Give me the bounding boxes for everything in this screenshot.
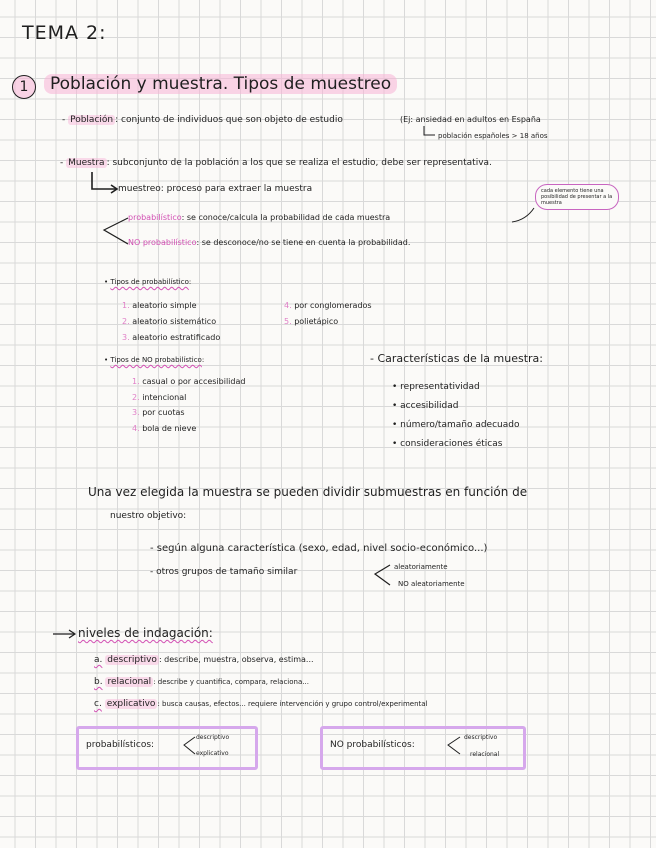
prob-box-top: descriptivo [196,734,230,741]
nivel-a: a. descriptivo : describe, muestra, observa, estima... [94,655,314,665]
tipos-prob-right-list [284,298,372,330]
nivel-a-term: descriptivo [107,655,157,665]
caracteristicas-heading: - Características de la muestra: [370,352,543,365]
list-item: 3. aleatorio estratificado [122,333,221,342]
list-item: 1. aleatorio simple [122,301,197,310]
nivel-c: c. explicativo : busca causas, efectos... requiere intervención y grupo control/experimental [94,699,428,709]
niveles-heading: niveles de indagación: [78,626,213,640]
submuestras-bracket-icon [372,563,392,589]
section-number-circle [12,75,36,99]
nivel-b-term: relacional [107,677,152,687]
nivel-c-term: explicativo [106,699,156,709]
branch-no-aleatoriamente: NO aleatoriamente [398,580,465,588]
tipos-noprob-list [132,374,245,436]
list-item: 3. por cuotas [132,408,185,417]
tipos-noprob-heading: • Tipos de NO probabilístico: [104,356,205,364]
list-item: 2. intencional [132,392,187,402]
submuestras-bullet2: - otros grupos de tamaño similar [150,567,298,577]
list-item: 1. casual o por accesibilidad [132,377,246,386]
muestra-definition: : subconjunto de la población a los que se realiza el estudio, debe ser representativa. [106,158,492,168]
list-item: • accesibilidad [392,401,459,411]
list-item: 4. bola de nieve [132,423,197,433]
probabilistico-def: : se conoce/calcula la probabilidad de cada muestra [181,213,391,222]
muestreo-definition: muestreo: proceso para extraer la muestra [118,184,313,194]
note-arrow-icon [510,206,536,226]
tipos-noprob-heading-text: Tipos de NO probabilístico [110,356,202,364]
nivel-b: b. relacional : describe y cuantifica, compara, relaciona... [94,677,309,687]
page-title: TEMA 2: [22,22,107,44]
prob-box-bottom: explicativo [196,750,229,757]
muestreo-arrow-icon [90,172,120,196]
branch-aleatoriamente: aleatoriamente [394,563,448,571]
poblacion-example-sub: población españoles > 18 años [438,132,548,140]
branch-bracket-icon [100,214,130,250]
list-item: 2. aleatorio sistemático [122,317,217,326]
noprob-box-bracket-icon [446,735,462,757]
no-probabilistico-line [128,238,410,247]
probabilistico-term: probabilístico [128,213,182,222]
tipos-prob-heading-text: Tipos de probabilístico [110,278,189,286]
noprob-box-label: NO probabilísticos: [330,740,415,750]
poblacion-line: - Población : conjunto de individuos que son objeto de estudio [62,115,343,125]
caracteristicas-heading-text: Características de la muestra: [377,352,543,365]
noprob-box-bottom: relacional [470,751,500,758]
submuestras-line1: Una vez elegida la muestra se pueden dividir submuestras en función de [88,485,528,499]
list-item: • consideraciones éticas [392,439,503,449]
list-item: 4. por conglomerados [284,301,372,310]
no-probabilistico-term: NO probabilístico [128,238,197,247]
tipos-prob-heading: • Tipos de probabilístico: [104,278,192,286]
note-bubble: cada elemento tiene una posibilidad de presentar a la muestra [535,184,619,210]
section-number: 1 [19,79,29,95]
muestra-term: Muestra [68,158,105,168]
prob-box-bracket-icon [182,735,196,757]
tipos-prob-left-list [122,298,220,346]
list-item: 5. polietápico [284,317,339,326]
muestra-line: - Muestra : subconjunto de la población a los que se realiza el estudio, debe ser representativa. [60,158,492,168]
poblacion-definition: : conjunto de individuos que son objeto de estudio [115,115,343,125]
section-heading: Población y muestra. Tipos de muestreo [44,74,397,94]
poblacion-example: (Ej: ansiedad en adultos en España [400,115,541,124]
submuestras-bullet1: - según alguna característica (sexo, edad, nivel socio-económico...) [150,543,488,554]
niveles-arrow-icon [52,628,78,640]
no-probabilistico-def: : se desconoce/no se tiene en cuenta la probabilidad. [196,238,411,247]
probabilistico-line [128,213,390,222]
poblacion-term: Población [70,115,114,125]
example-arrow-icon [423,126,437,140]
noprob-box-top: descriptivo [464,734,498,741]
prob-box-label: probabilísticos: [86,740,155,750]
list-item: • número/tamaño adecuado [392,420,520,430]
list-item: • representatividad [392,382,480,392]
submuestras-line2: nuestro objetivo: [110,511,187,521]
caracteristicas-list [392,378,519,454]
